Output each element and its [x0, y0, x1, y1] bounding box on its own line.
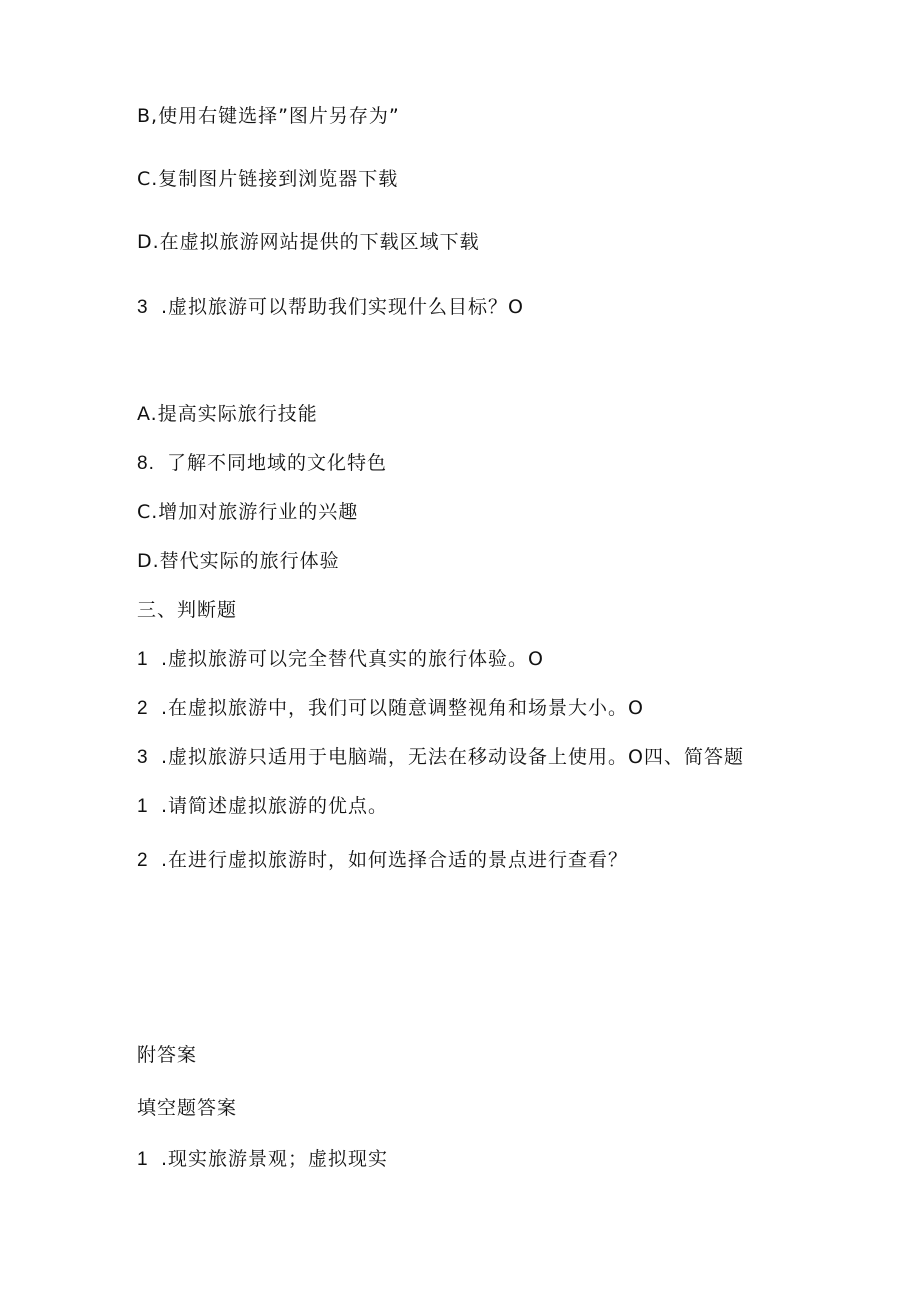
short-answer-item-1 [137, 794, 388, 819]
item-number: 1 [137, 649, 149, 670]
option-number: 8. [137, 453, 155, 474]
q3-option-d: D.替代实际的旅行体验 [137, 550, 340, 572]
question-3 [137, 295, 524, 320]
judgment-item-1 [137, 647, 544, 672]
option-c: C.复制图片链接到浏览器下载 [137, 168, 399, 190]
item-text: .请简述虚拟旅游的优点。 [161, 795, 389, 817]
option-d: D.在虚拟旅游网站提供的下载区域下载 [137, 231, 480, 253]
item-text: .虚拟旅游可以完全替代真实的旅行体验。O [161, 648, 544, 670]
item-text: .现实旅游景观；虚拟现实 [161, 1148, 389, 1170]
item-text: .在进行虚拟旅游时，如何选择合适的景点进行查看？ [161, 849, 629, 871]
item-number: 1 [137, 796, 149, 817]
item-text: .虚拟旅游只适用于电脑端，无法在移动设备上使用。O四、简答题 [161, 746, 744, 768]
question-text: .虚拟旅游可以帮助我们实现什么目标？O [161, 296, 524, 318]
judgment-item-3 [137, 745, 744, 770]
answers-heading: 附答案 [137, 1044, 198, 1066]
q3-option-c: C.增加对旅游行业的兴趣 [137, 501, 359, 523]
short-answer-item-2 [137, 848, 628, 873]
answer-item-1 [137, 1147, 388, 1172]
item-number: 2 [137, 850, 149, 871]
item-number: 2 [137, 698, 149, 719]
option-b: B,使用右键选择”图片另存为” [137, 105, 400, 127]
q3-option-b [137, 451, 387, 476]
section-heading-judgment: 三、判断题 [137, 599, 238, 621]
option-text: 了解不同地域的文化特色 [167, 452, 388, 474]
item-number: 1 [137, 1149, 149, 1170]
answers-subheading: 填空题答案 [137, 1097, 238, 1119]
q3-option-a: A.提高实际旅行技能 [137, 403, 318, 425]
item-text: .在虚拟旅游中，我们可以随意调整视角和场景大小。O [161, 697, 644, 719]
question-number: 3 [137, 297, 149, 318]
item-number: 3 [137, 747, 149, 768]
judgment-item-2 [137, 696, 644, 721]
